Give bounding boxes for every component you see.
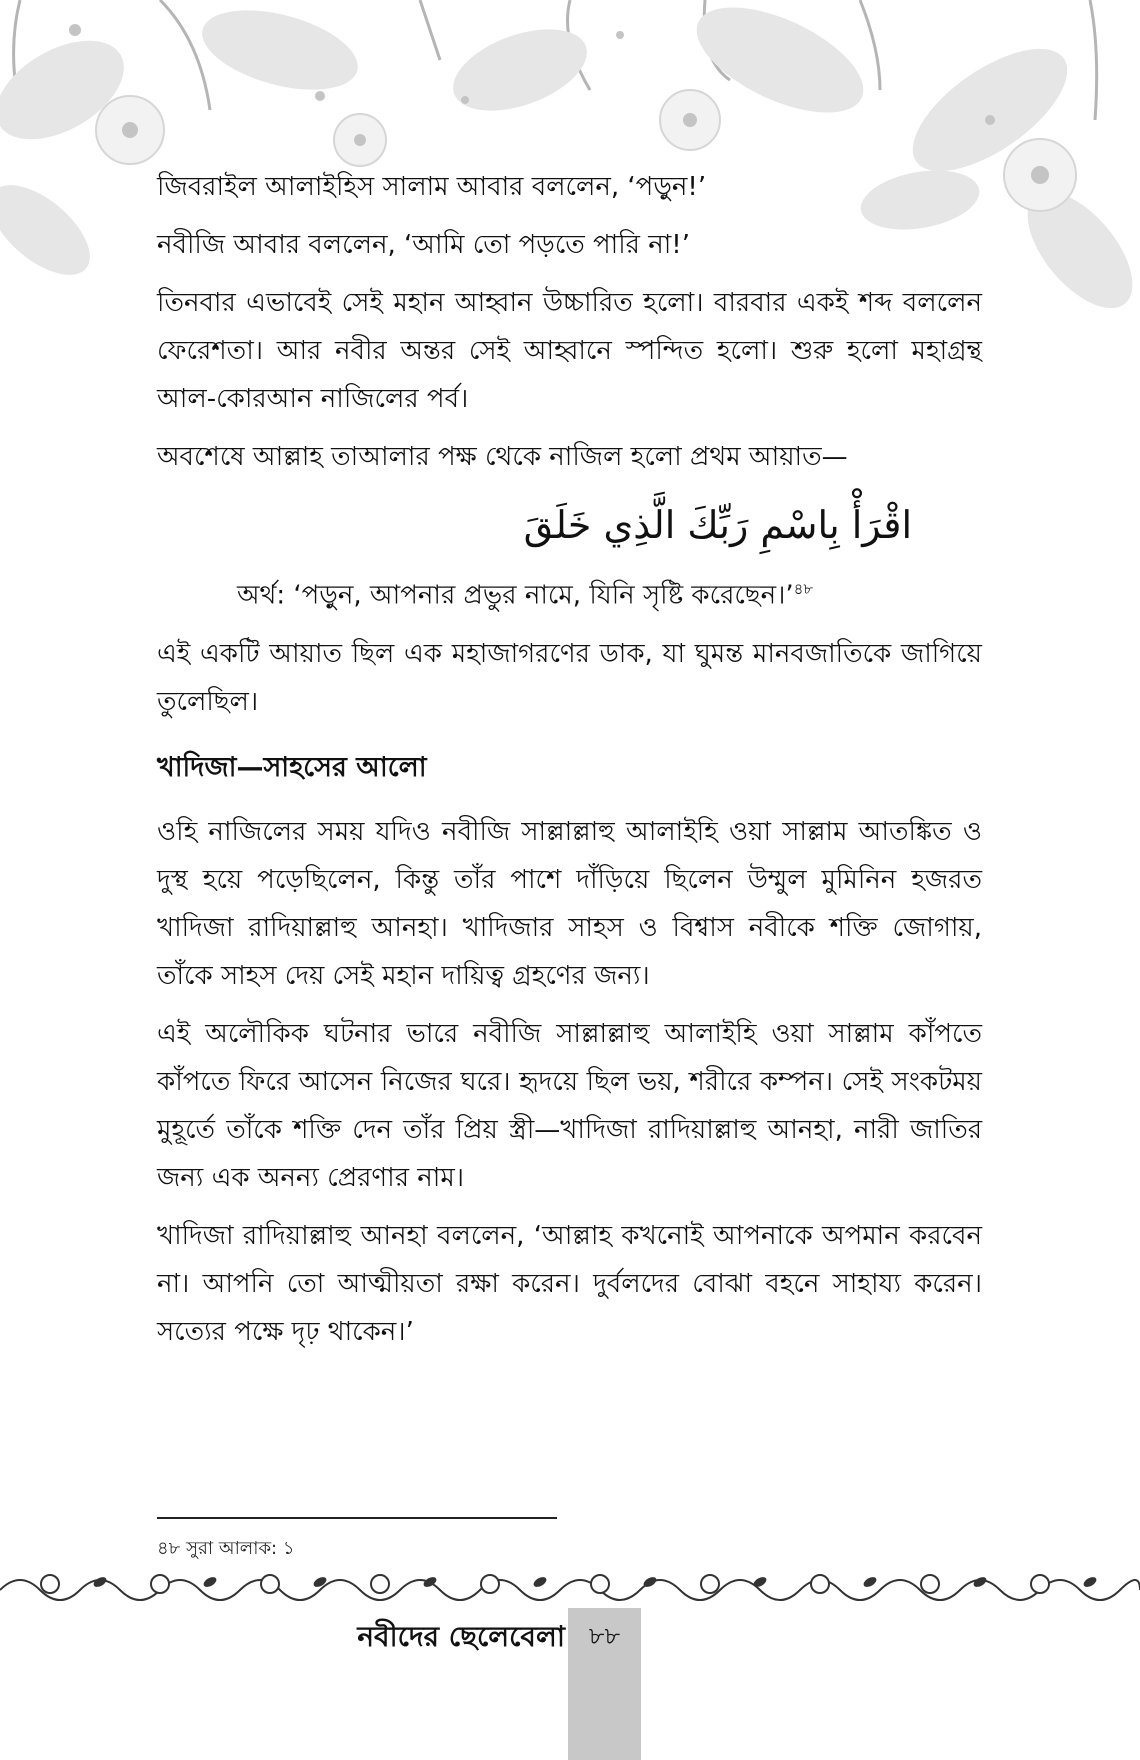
section-paragraph-2: এই অলৌকিক ঘটনার ভারে নবীজি সাল্লাল্লাহু আলাইহি ওয়া সাল্লাম কাঁপতে কাঁপতে ফিরে আসেন নিজের ঘরে। হৃদয়ে ছিল ভয়, শরীরে কম্পন। সেই সংকটময় মুহূর্তে তাঁকে শক্তি দেন তাঁর প্রিয় স্ত্রী—খাদিজা রাদিয়াল্লাহু আনহা, নারী জাতির জন্য এক অনন্য প্রেরণার নাম। [157,1018,982,1193]
footnote-marker: ৪৮ [793,580,814,598]
paragraph-3: তিনবার এভাবেই সেই মহান আহ্বান উচ্চারিত হলো। বারবার একই শব্দ বললেন ফেরেশতা। আর নবীর অন্তর সেই আহ্বানে স্পন্দিত হলো। শুরু হলো মহাগ্রন্থ আল-কোরআন নাজিলের পর্ব। [157,288,982,414]
arabic-verse: اقْرَأْ بِاسْمِ رَبِّكَ الَّذِي خَلَقَ [523,503,912,547]
paragraph-4: অবশেষে আল্লাহ তাআলার পক্ষ থেকে নাজিল হলো প্রথম আয়াত— [157,442,848,472]
verse-meaning [157,565,982,620]
paragraph-after-verse: এই একটি আয়াত ছিল এক মহাজাগরণের ডাক, যা ঘুমন্ত মানবজাতিকে জাগিয়ে তুলেছিল। [157,638,982,717]
footnote-divider [157,1517,557,1519]
book-title: নবীদের ছেলেবেলা [357,1620,565,1653]
page-body [157,163,982,1366]
section-heading: খাদিজা—সাহসের আলো [157,751,427,783]
paragraph-1: জিবরাইল আলাইহিস সালাম আবার বললেন, ‘পড়ুন!’ [157,172,707,202]
section-paragraph-1: ওহি নাজিলের সময় যদিও নবীজি সাল্লাল্লাহু আলাইহি ওয়া সাল্লাম আতঙ্কিত ও দুস্থ হয়ে পড়েছিলেন, কিন্তু তাঁর পাশে দাঁড়িয়ে ছিলেন উম্মুল মুমিনিন হজরত খাদিজা রাদিয়াল্লাহু আনহা। খাদিজার সাহস ও বিশ্বাস নবীকে শক্তি জোগায়, তাঁকে সাহস দেয় সেই মহান দায়িত্ব গ্রহণের জন্য। [157,816,982,991]
verse-meaning-text: অর্থ: ‘পড়ুন, আপনার প্রভুর নামে, যিনি সৃষ্টি করেছেন।’ [237,580,794,611]
page-number: ৮৮ [588,1622,621,1650]
paragraph-2: নবীজি আবার বললেন, ‘আমি তো পড়তে পারি না!’ [157,230,690,260]
floral-border-decoration [0,1560,1140,1608]
footnote: ৪৮ সুরা আলাক: ১ [157,1538,295,1559]
section-paragraph-3: খাদিজা রাদিয়াল্লাহু আনহা বললেন, ‘আল্লাহ কখনোই আপনাকে অপমান করবেন না। আপনি তো আত্মীয়তা রক্ষা করেন। দুর্বলদের বোঝা বহনে সাহায্য করেন। সত্যের পক্ষে দৃঢ় থাকেন।’ [157,1220,982,1347]
